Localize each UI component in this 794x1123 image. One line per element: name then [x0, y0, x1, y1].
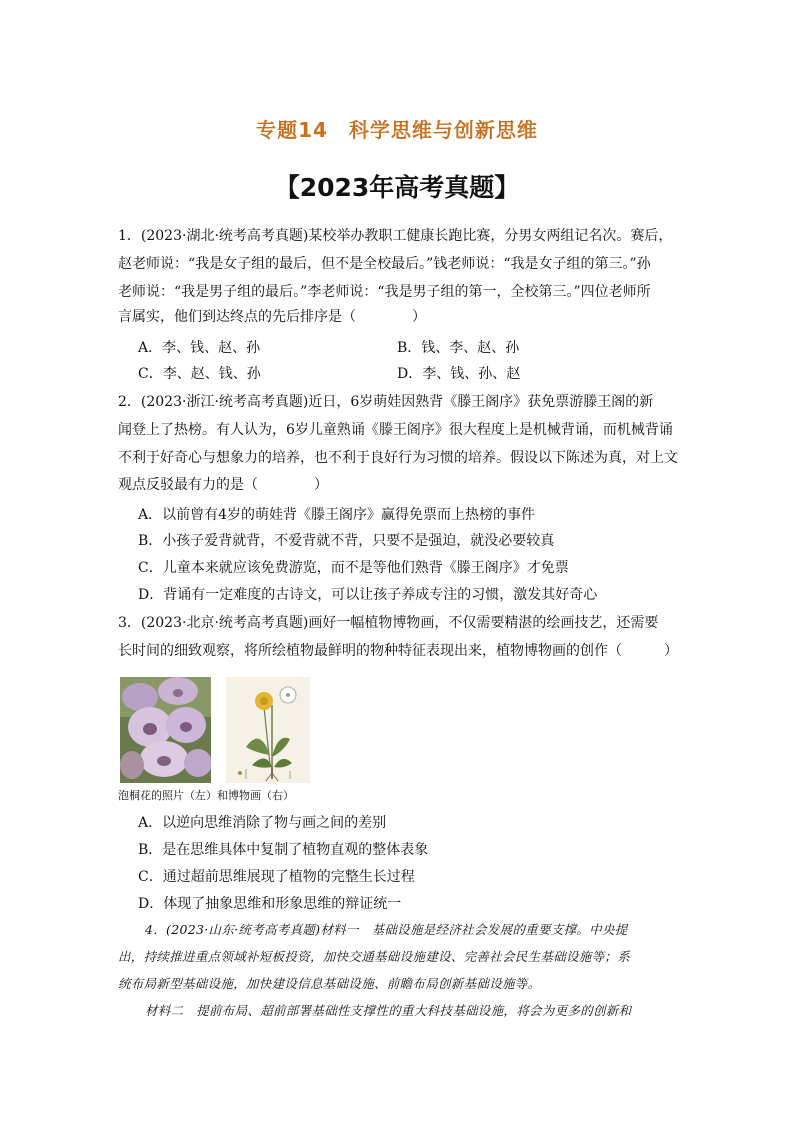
q1-line-2: 赵老师说：“我是女子组的最后，但不是全校最后。”钱老师说：“我是女子组的第三。”孙: [118, 256, 651, 272]
q2-option-d: D．背诵有一定难度的古诗文，可以让孩子养成专注的习惯，激发其好奇心: [138, 587, 598, 603]
q3-option-d: D．体现了抽象思维和形象思维的辩证统一: [138, 896, 402, 912]
q4-line-1: 4．(2023·山东·统考高考真题)材料一 基础设施是经济社会发展的重要支撑。中央提: [145, 922, 628, 937]
q4-line-3: 统布局新型基础设施，加快建设信息基础设施、前瞻布局创新基础设施等。: [118, 976, 541, 991]
paulownia-photo: [120, 677, 211, 783]
q3-option-b: B．是在思维具体中复制了植物直观的整体表象: [138, 842, 429, 858]
figure-caption: 泡桐花的照片（左）和博物画（右）: [118, 789, 294, 802]
q1-option-d: D．李、钱、孙、赵: [397, 366, 521, 382]
botanical-painting-image: [226, 677, 310, 783]
q4-line-4: 材料二 提前布局、超前部署基础性支撑性的重大科技基础设施，将会为更多的创新和: [145, 1003, 632, 1018]
q2-line-1: 2．(2023·浙江·统考高考真题)近日，6岁萌娃因熟背《滕王阁序》获免票游滕王阁的新: [118, 394, 654, 410]
q1-option-c: C．李、赵、钱、孙: [138, 366, 261, 382]
q3-option-c: C．通过超前思维展现了植物的完整生长过程: [138, 869, 415, 885]
q1-line-3: 老师说：“我是男子组的最后。”李老师说：“我是男子组的第一，全校第三。”四位老师所: [118, 284, 651, 300]
topic-title: 专题14 科学思维与创新思维: [256, 118, 538, 142]
q2-line-2: 闻登上了热榜。有人认为，6岁儿童熟诵《滕王阁序》很大程度上是机械背诵，而机械背诵: [118, 422, 673, 438]
section-title: 【2023年高考真题】: [274, 173, 520, 202]
q1-option-b: B．钱、李、赵、孙: [397, 340, 520, 356]
q2-option-b: B．小孩子爱背就背，不爱背就不背，只要不是强迫，就没必要较真: [138, 533, 555, 549]
q4-line-2: 出，持续推进重点领域补短板投资，加快交通基础设施建设、完善社会民生基础设施等；系: [118, 949, 631, 964]
q1-line-1: 1．(2023·湖北·统考高考真题)某校举办教职工健康长跑比赛，分男女两组记名次。赛后，: [118, 228, 673, 244]
q3-line-2: 长时间的细致观察，将所绘植物最鲜明的物种特征表现出来，植物博物画的创作（ ）: [118, 643, 678, 659]
q1-option-a: A．李、钱、赵、孙: [138, 340, 261, 356]
q3-option-a: A．以逆向思维消除了物与画之间的差别: [138, 815, 387, 831]
q1-line-4: 言属实，他们到达终点的先后排序是（ ）: [118, 309, 426, 325]
q2-option-c: C．儿童本来就应该免费游览，而不是等他们熟背《滕王阁序》才免票: [138, 560, 569, 576]
botanical-painting: [226, 677, 310, 783]
q2-line-3: 不利于好奇心与想象力的培养，也不利于良好行为习惯的培养。假设以下陈述为真，对上文: [118, 450, 678, 466]
q3-line-1: 3．(2023·北京·统考高考真题)画好一幅植物博物画，不仅需要精湛的绘画技艺，还需要: [118, 615, 659, 631]
q2-option-a: A．以前曾有4岁的萌娃背《滕王阁序》赢得免票而上热榜的事件: [138, 507, 536, 523]
q2-line-4: 观点反驳最有力的是（ ）: [118, 477, 328, 493]
flower-photo-image: [120, 677, 211, 783]
